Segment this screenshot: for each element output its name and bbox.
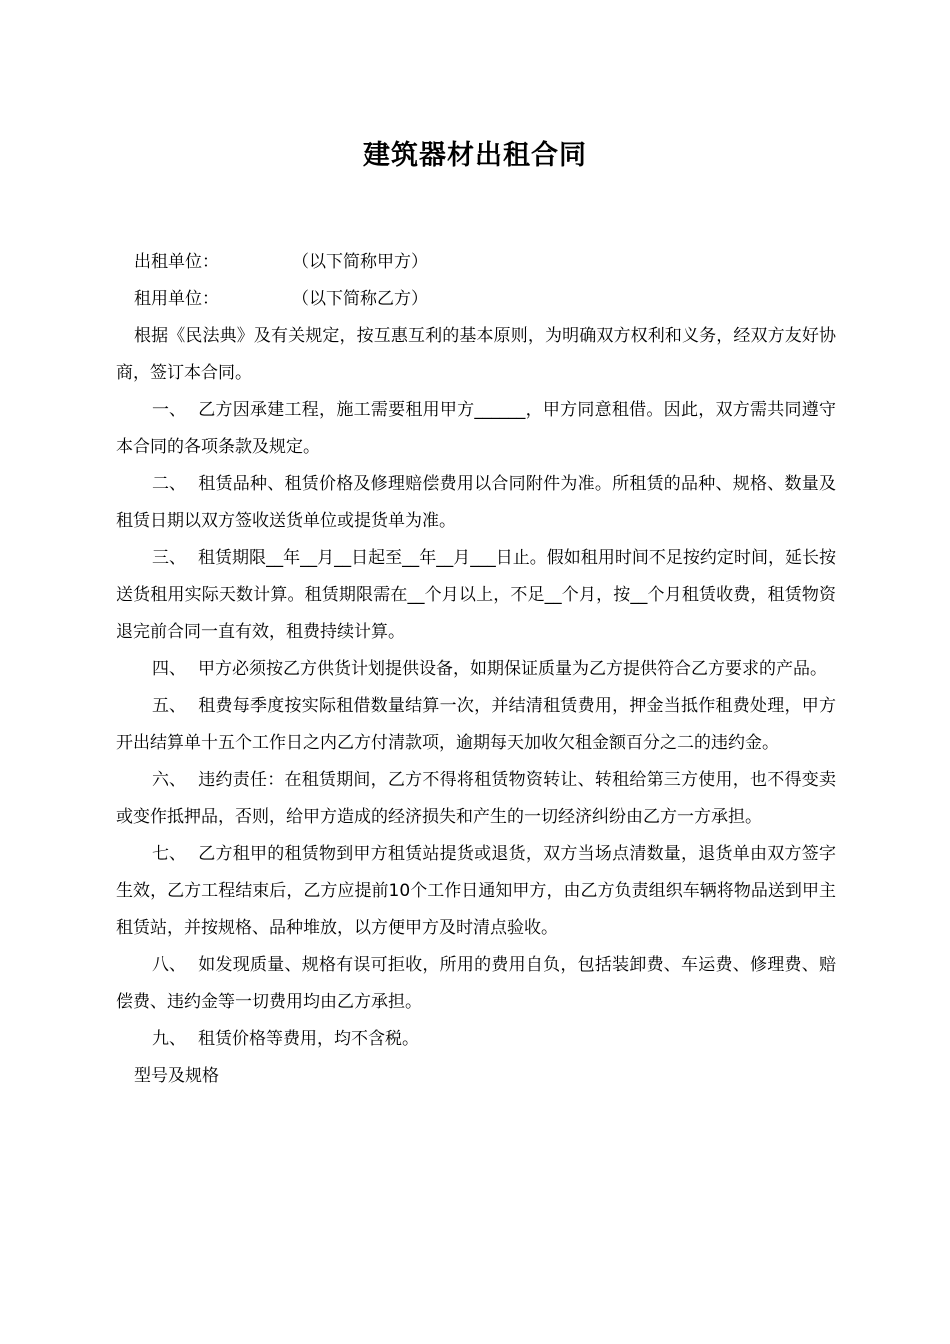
clause-number: 五、 bbox=[152, 696, 186, 716]
clause-4 bbox=[116, 651, 836, 688]
clause-text: 违约责任：在租赁期间，乙方不得将租赁物资转让、转租给第三方使用，也不得变卖或变作抵押品，否则，给甲方造成的经济损失和产生的一切经济纠纷由乙方一方承担。 bbox=[116, 770, 836, 827]
clause-text: 租费每季度按实际租借数量结算一次，并结清租赁费用，押金当抵作租费处理，甲方开出结算单十五个工作日之内乙方付清款项，逾期每天加收欠租金额百分之二的违约金。 bbox=[116, 696, 836, 753]
clause-text: 租赁品种、租赁价格及修理赔偿费用以合同附件为准。所租赁的品种、规格、数量及租赁日期以双方签收送货单位或提货单为准。 bbox=[116, 474, 836, 531]
lessor-label: 出租单位： bbox=[134, 252, 219, 272]
clause-3 bbox=[116, 540, 836, 651]
contract-body bbox=[116, 244, 836, 1095]
lessee-line bbox=[116, 281, 836, 318]
clause-6 bbox=[116, 762, 836, 836]
clause-1 bbox=[116, 392, 836, 466]
clause-number: 八、 bbox=[152, 955, 186, 975]
clause-2 bbox=[116, 466, 836, 540]
page-title: 建筑器材出租合同 bbox=[363, 140, 587, 171]
clause-number: 六、 bbox=[152, 770, 186, 790]
clause-number: 九、 bbox=[152, 1029, 186, 1049]
clause-text: 如发现质量、规格有误可拒收，所用的费用自负，包括装卸费、车运费、修理费、赔偿费、违约金等一切费用均由乙方承担。 bbox=[116, 955, 836, 1012]
lessor-line bbox=[116, 244, 836, 281]
clause-text: 乙方因承建工程，施工需要租用甲方______，甲方同意租借。因此，双方需共同遵守本合同的各项条款及规定。 bbox=[116, 400, 836, 457]
clause-text: 租赁价格等费用，均不含税。 bbox=[198, 1029, 419, 1049]
clause-text: 乙方租甲的租赁物到甲方租赁站提货或退货，双方当场点清数量，退货单由双方签字生效，乙方工程结束后，乙方应提前10个工作日通知甲方，由乙方负责组织车辆将物品送到甲主租赁站，并按规格、品种堆放，以方便甲方及时清点验收。 bbox=[116, 844, 836, 938]
clause-number: 二、 bbox=[152, 474, 186, 494]
clause-number: 四、 bbox=[152, 659, 186, 679]
clause-7 bbox=[116, 836, 836, 947]
clause-5 bbox=[116, 688, 836, 762]
clause-text: 租赁期限__年__月__日起至__年__月___日止。假如租用时间不足按约定时间，延长按送货租用实际天数计算。租赁期限需在__个月以上，不足__个月，按__个月租赁收费，租赁物资退完前合同一直有效，租费持续计算。 bbox=[116, 548, 836, 642]
footer-heading: 型号及规格 bbox=[134, 1066, 219, 1086]
clause-number: 一、 bbox=[152, 400, 186, 420]
lessor-note: （以下简称甲方） bbox=[292, 252, 428, 272]
clause-8 bbox=[116, 947, 836, 1021]
lessee-note: （以下简称乙方） bbox=[292, 289, 428, 309]
lessee-label: 租用单位： bbox=[134, 289, 219, 309]
preamble: 根据《民法典》及有关规定，按互惠互利的基本原则，为明确双方权利和义务，经双方友好协商，签订本合同。 bbox=[116, 326, 836, 383]
clause-number: 七、 bbox=[152, 844, 186, 864]
clause-text: 甲方必须按乙方供货计划提供设备，如期保证质量为乙方提供符合乙方要求的产品。 bbox=[198, 659, 827, 679]
clause-number: 三、 bbox=[152, 548, 186, 568]
clause-9 bbox=[116, 1021, 836, 1058]
